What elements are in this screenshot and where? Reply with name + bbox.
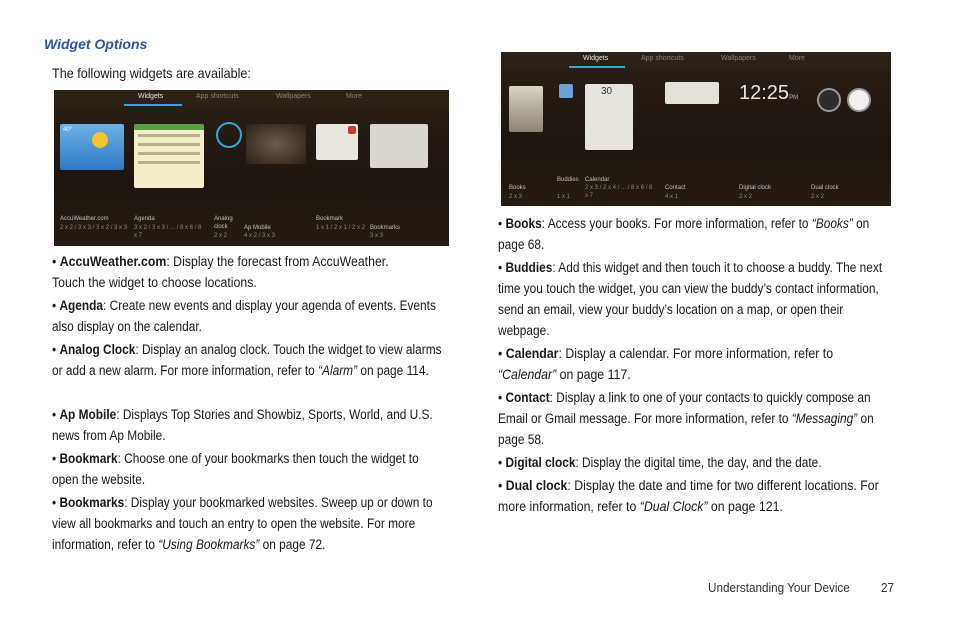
dual-clock-dark-icon[interactable] — [817, 88, 841, 112]
calendar-day: 30 — [601, 86, 613, 97]
footer-page-number: 27 — [881, 580, 895, 595]
bullet-reference: “Messaging” — [791, 411, 858, 426]
widget-name: Bookmarks — [370, 225, 401, 231]
bullet-term: Books — [505, 216, 542, 231]
bullet-text: : Display an analog clock. Touch the widget to view alarms or add a new alarm. For more information, refer to — [52, 342, 442, 378]
widget-name: Digital clock — [739, 185, 772, 191]
widget-size: 2 x 2 / 3 x 3 / 3 x 2 / 3 x 3 — [60, 225, 128, 231]
bullet-page: on page 72. — [259, 537, 326, 552]
digital-clock-preview[interactable] — [739, 82, 805, 112]
bullet-calendar: • Calendar: Display a calendar. For more information, refer to “Calendar” on page 117. — [498, 345, 834, 382]
bullet-reference: “Books” — [811, 216, 853, 231]
sun-icon — [92, 132, 108, 148]
tab-widgets[interactable]: Widgets — [138, 93, 164, 100]
tab-wallpapers[interactable]: Wallpapers — [276, 93, 311, 100]
bullet-ap-mobile: • Ap Mobile: Displays Top Stories and Showbiz, Sports, World, and U.S. news from Ap Mobile. — [52, 407, 433, 443]
widget-size: 4 x 1 — [665, 194, 679, 200]
widget-size: 3 x 3 — [370, 233, 384, 239]
bullet-term: Calendar — [505, 345, 559, 361]
ap-mobile-preview[interactable] — [246, 124, 306, 164]
bullet-text: : Displays Top Stories and Showbiz, Sports, World, and U.S. news from Ap Mobile. — [52, 407, 433, 443]
bullet-page: on page 68. — [498, 216, 870, 252]
active-tab-indicator — [569, 66, 625, 68]
tab-wallpapers[interactable]: Wallpapers — [721, 55, 756, 62]
bookmarks-preview[interactable] — [370, 124, 428, 168]
bullet-term: Digital clock — [505, 455, 576, 470]
intro-text: The following widgets are available: — [52, 65, 251, 81]
weather-temp: 40° — [63, 127, 73, 133]
bullet-page: on page 117. — [556, 366, 631, 382]
tab-more[interactable]: More — [789, 55, 805, 62]
clock-time: 12:25 — [739, 82, 790, 104]
tab-bar — [54, 90, 449, 106]
bullet-dual-clock: • Dual clock: Display the date and time for two different locations. For more information, refer to “Dual Clock” on page 121. — [498, 477, 879, 514]
bullet-term: Buddies — [505, 260, 553, 275]
calendar-preview[interactable] — [585, 84, 633, 150]
widget-size: 2 x 2 — [739, 194, 753, 200]
tab-widgets[interactable]: Widgets — [583, 55, 609, 62]
widget-name: AccuWeather.com — [60, 216, 109, 222]
tab-more[interactable]: More — [346, 93, 362, 100]
books-preview[interactable] — [509, 86, 543, 132]
bullet-text: : Access your books. For more information, refer to — [541, 216, 812, 231]
bullet-term: Bookmarks — [59, 495, 125, 510]
bullet-digital-clock: • Digital clock: Display the digital time, the day, and the date. — [498, 455, 822, 470]
analog-clock-icon[interactable] — [216, 122, 242, 148]
bullet-term: Analog Clock — [59, 342, 136, 357]
bullet-text: : Display the forecast from AccuWeather. Touch the widget to choose locations. — [52, 253, 389, 290]
bullet-term: Contact — [505, 390, 550, 405]
bullet-term: Agenda — [59, 298, 104, 313]
dual-clock-light-icon[interactable] — [847, 88, 871, 112]
bullet-accuweather: • AccuWeather.com: Display the forecast from AccuWeather. Touch the widget to choose locations. — [52, 253, 389, 290]
widget-name: Calendar — [585, 177, 610, 183]
bullet-text: : Add this widget and then touch it to choose a buddy. The next time you touch the widget, you can view the buddy’s contact information, send an email, view your buddy’s location on a map, or open their webpage. — [498, 260, 883, 338]
widget-size: 4 x 2 / 3 x 3 — [244, 233, 276, 239]
bullet-analog-clock: • Analog Clock: Display an analog clock. Touch the widget to view alarms or add a new alarm. For more information, refer to “Alarm” on page 114. — [52, 342, 442, 378]
bullet-page: on page 58. — [498, 411, 874, 447]
widget-name: Dual clock — [811, 185, 839, 191]
widget-name: Contact — [665, 185, 686, 191]
widget-size: 1 x 1 / 2 x 1 / 2 x 2 — [316, 225, 366, 231]
widget-name: Books — [509, 185, 526, 191]
bullet-term: Ap Mobile — [59, 407, 117, 422]
widget-size: 1 x 1 — [557, 194, 571, 200]
bullet-books: • Books: Access your books. For more information, refer to “Books” on page 68. — [498, 216, 870, 252]
widget-name: Ap Mobile — [244, 225, 271, 231]
bookmark-icon — [348, 126, 356, 134]
bullet-term: Dual clock — [505, 477, 568, 493]
bullet-page: on page 121. — [707, 498, 783, 514]
section-heading: Widget Options — [44, 36, 148, 52]
bullet-term: AccuWeather.com — [59, 253, 167, 269]
bullet-reference: “Dual Clock” — [639, 498, 708, 514]
widget-name: Analog clock — [214, 216, 233, 230]
bullet-text: : Display the date and time for two different locations. For more information, refer to — [498, 477, 879, 514]
buddies-icon[interactable] — [559, 84, 573, 98]
bullet-term: Bookmark — [59, 451, 118, 466]
tab-bar — [501, 52, 891, 68]
footer-section: Understanding Your Device — [708, 580, 850, 595]
bullet-text: : Choose one of your bookmarks then touch the widget to open the website. — [52, 451, 419, 487]
bullet-buddies: • Buddies: Add this widget and then touch it to choose a buddy. The next time you touch the widget, you can view the buddy’s contact information, send an email, view your buddy’s location on a map, or open their webpage. — [498, 260, 883, 338]
clock-ampm: PM — [789, 95, 799, 101]
bullet-text: : Display your bookmarked websites. Sweep up or down to view all bookmarks and touch an entry to open the website. For more information, refer to — [52, 495, 433, 552]
bullet-reference: “Using Bookmarks” — [158, 537, 260, 552]
tab-app-shortcuts[interactable]: App shortcuts — [641, 55, 684, 62]
bullet-contact: • Contact: Display a link to one of your contacts to quickly compose an Email or Gmail message. For more information, refer to “Messaging” on page 58. — [498, 390, 874, 447]
widget-size: 2 x 3 — [509, 194, 523, 200]
widget-size: 2 x 2 — [811, 194, 825, 200]
agenda-preview[interactable] — [134, 124, 204, 188]
widget-size: 2 x 3 / 2 x 4 / ... / 8 x 6 / 8 x 7 — [585, 185, 653, 199]
widgets-screenshot-1 — [54, 90, 449, 246]
bullet-agenda: • Agenda: Create new events and display your agenda of events. Events also display on the calendar. — [52, 298, 436, 334]
bullet-bookmark: • Bookmark: Choose one of your bookmarks then touch the widget to open the website. — [52, 451, 419, 487]
bullet-text: : Display the digital time, the day, and the date. — [575, 455, 822, 470]
contact-preview[interactable] — [665, 82, 719, 104]
bullet-text: : Create new events and display your agenda of events. Events also display on the calendar. — [52, 298, 436, 334]
bullet-bookmarks: • Bookmarks: Display your bookmarked websites. Sweep up or down to view all bookmarks and touch an entry to open the website. For more information, refer to “Using Bookmarks” on page 72. — [52, 495, 433, 552]
bookmark-preview[interactable] — [316, 124, 358, 160]
widget-name: Agenda — [134, 216, 155, 222]
widget-size: 2 x 2 — [214, 233, 228, 239]
accuweather-preview[interactable] — [60, 124, 124, 170]
bullet-reference: “Alarm” — [318, 363, 358, 378]
widget-size: 3 x 2 / 3 x 3 / ... / 8 x 6 / 8 x 7 — [134, 225, 202, 239]
tab-app-shortcuts[interactable]: App shortcuts — [196, 93, 239, 100]
widget-name: Buddies — [557, 177, 579, 183]
active-tab-indicator — [124, 104, 182, 106]
widget-name: Bookmark — [316, 216, 344, 222]
bullet-text: : Display a calendar. For more information, refer to — [558, 345, 834, 361]
bullet-page: on page 114. — [357, 363, 429, 378]
bullet-text: : Display a link to one of your contacts to quickly compose an Email or Gmail message. For more information, refer to — [498, 390, 871, 426]
bullet-reference: “Calendar” — [498, 366, 557, 382]
widgets-screenshot-2 — [501, 52, 891, 206]
